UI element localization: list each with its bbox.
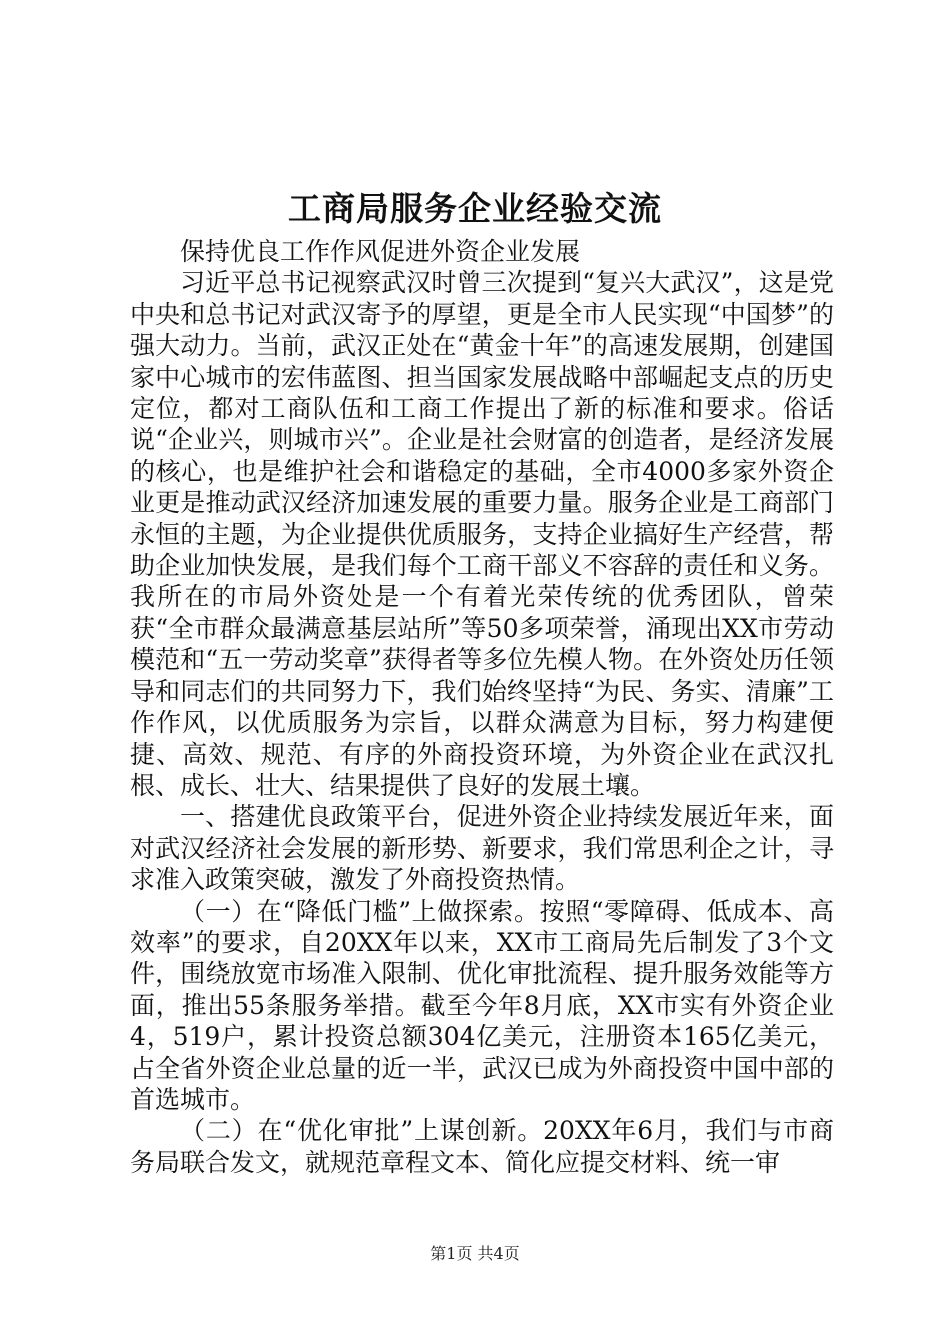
body-paragraph: 习近平总书记视察武汉时曾三次提到“复兴大武汉”，这是党中央和总书记对武汉寄予的厚望，更是全市人民实现“中国梦”的强大动力。当前，武汉正处在“黄金十年”的高速发展期，创建国家中心城市的宏伟蓝图、担当国家发展战略中部崛起支点的历史定位，都对工商队伍和工商工作提出了新的标准和要求。俗话说“企业兴，则城市兴”。企业是社会财富的创造者，是经济发展的核心，也是维护社会和谐稳定的基础，全市4000多家外资企业更是推动武汉经济加速发展的重要力量。服务企业是工商部门永恒的主题，为企业提供优质服务，支持企业搞好生产经营，帮助企业加快发展，是我们每个工商干部义不容辞的责任和义务。我所在的市局外资处是一个有着光荣传统的优秀团队，曾荣获“全市群众最满意基层站所”等50多项荣誉，涌现出XX市劳动模范和“五一劳动奖章”获得者等多位先模人物。在外资处历任领导和同志们的共同努力下，我们始终坚持“为民、务实、清廉”工作作风，以优质服务为宗旨，以群众满意为目标，努力构建便捷、高效、规范、有序的外商投资环境，为外资企业在武汉扎根、成长、壮大、结果提供了良好的发展土壤。 (130, 268, 834, 800)
subtitle-paragraph: 保持优良工作作风促进外资企业发展 (180, 237, 581, 266)
body-paragraph: （一）在“降低门槛”上做探索。按照“零障碍、低成本、高效率”的要求，自20XX年以来，XX市工商局先后制发了3个文件，围绕放宽市场准入限制、优化审批流程、提升服务效能等方面，推出55条服务举措。截至今年8月底，XX市实有外资企业4，519户，累计投资总额304亿美元，注册资本165亿美元，占全省外资企业总量的近一半，武汉已成为外商投资中国中部的首选城市。 (130, 896, 834, 1114)
page-number-footer: 第1页 共4页 (430, 1244, 520, 1263)
document-body (130, 236, 834, 1178)
body-paragraph: 一、搭建优良政策平台，促进外资企业持续发展近年来，面对武汉经济社会发展的新形势、新要求，我们常思利企之计，寻求准入政策突破，激发了外商投资热情。 (130, 802, 834, 895)
body-paragraph: （二）在“优化审批”上谋创新。20XX年6月，我们与市商务局联合发文，就规范章程文本、简化应提交材料、统一审 (130, 1116, 834, 1177)
document-title: 工商局服务企业经验交流 (288, 189, 662, 228)
